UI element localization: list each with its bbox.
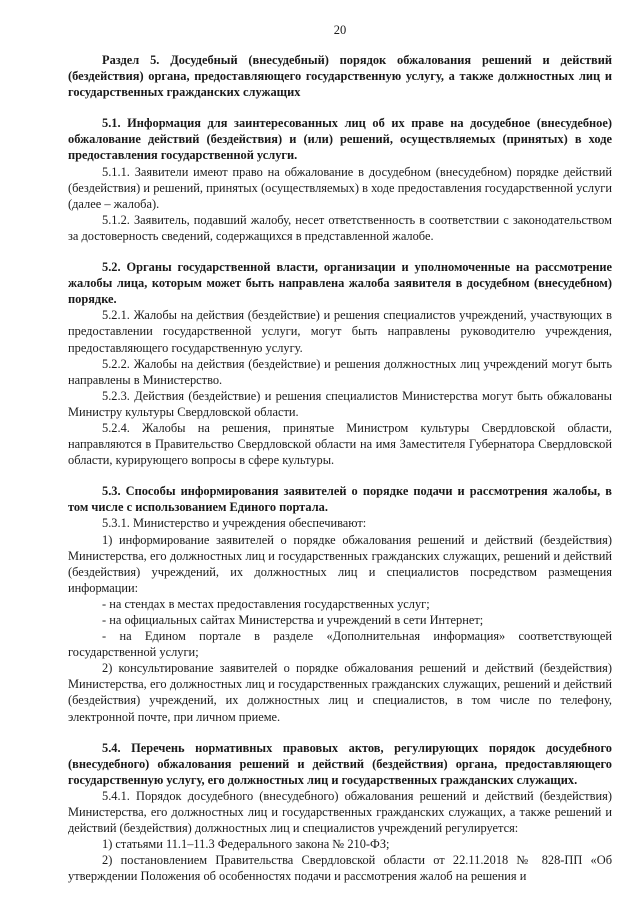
page-number: 20 bbox=[333, 23, 347, 37]
heading-5-4: 5.4. Перечень нормативных правовых актов, регулирующих порядок досудебного (внесудебного) обжалования решений и действий (бездействия) органа, предоставляющего государственную услугу, его должностных лиц и государственных гражданских служащих. bbox=[68, 740, 612, 787]
paragraph-5-3-1-item-2: 2) консультирование заявителей о порядке обжалования решений и действий (бездействия) Министерства, его должностных лиц и государственных гражданских служащих, решений и действий (бездействия) учреждений, их должностных лиц и специалистов, в том числе по телефону, электронной почте, при личном приеме. bbox=[68, 661, 612, 724]
paragraph-5-2-1: 5.2.1. Жалобы на действия (бездействие) и решения специалистов учреждений, участвующих в предоставлении государственной услуги, могут быть направлены руководителю учреждения, предоставляющего государственную услугу. bbox=[68, 308, 612, 355]
section-title: Раздел 5. Досудебный (внесудебный) порядок обжалования решений и действий (бездействия) органа, предоставляющего государственную услугу, а также должностных лиц и государственных гражданских служащих bbox=[68, 53, 612, 100]
paragraph-5-2-2: 5.2.2. Жалобы на действия (бездействие) и решения должностных лиц учреждений могут быть направлены в Министерство. bbox=[68, 356, 612, 387]
list-item-stands: - на стендах в местах предоставления государственных услуг; bbox=[102, 596, 430, 611]
paragraph-5-1-1: 5.1.1. Заявители имеют право на обжалование в досудебном (внесудебном) порядке действий (бездействия) и решений, принятых (осуществляемых) в ходе предоставления государственной услуги (далее – жалоба). bbox=[68, 164, 612, 211]
heading-5-1: 5.1. Информация для заинтересованных лиц об их праве на досудебное (внесудебное) обжалование действий (бездействия) и (или) решений, осуществляемых (принятых) в ходе предоставления государственной услуги. bbox=[68, 116, 612, 163]
document-page bbox=[68, 22, 612, 885]
paragraph-5-4-1: 5.4.1. Порядок досудебного (внесудебного) обжалования решений и действий (бездействия) Министерства, его должностных лиц и государственных гражданских служащих, а также решений и действий (бездействия) должностных лиц и специалистов учреждений регулируется: bbox=[68, 788, 612, 836]
paragraph-5-2-3: 5.2.3. Действия (бездействие) и решения специалистов Министерства могут быть обжалованы Министру культуры Свердловской области. bbox=[68, 388, 612, 419]
list-item-portal: - на Едином портале в разделе «Дополнительная информация» соответствующей государственной услуги; bbox=[68, 629, 612, 660]
list-item-websites: - на официальных сайтах Министерства и учреждений в сети Интернет; bbox=[102, 613, 484, 627]
paragraph-5-4-1-item-2: 2) постановлением Правительства Свердловской области от 22.11.2018 № 828-ПП «Об утверждении Положения об особенностях подачи и рассмотрения жалоб на решения и bbox=[68, 853, 612, 884]
paragraph-5-1-2: 5.1.2. Заявитель, подавший жалобу, несет ответственность в соответствии с законодательством за достоверность сведений, содержащихся в представленной жалобе. bbox=[68, 212, 612, 243]
paragraph-5-4-1-item-1: 1) статьями 11.1–11.3 Федерального закона № 210-ФЗ; bbox=[102, 837, 390, 852]
paragraph-5-3-1: 5.3.1. Министерство и учреждения обеспечивают: bbox=[102, 516, 367, 531]
paragraph-5-3-1-item-1: 1) информирование заявителей о порядке обжалования решений и действий (бездействия) Министерства, его должностных лиц и государственных гражданских служащих, решений и действий (бездействия) учреждений, их должностных лиц и специалистов посредством размещения информации: bbox=[68, 532, 612, 595]
paragraph-5-2-4: 5.2.4. Жалобы на решения, принятые Министром культуры Свердловской области, направляются в Правительство Свердловской области на имя Заместителя Губернатора Свердловской области, курирующего вопросы в сфере культуры. bbox=[68, 420, 612, 468]
heading-5-2: 5.2. Органы государственной власти, организации и уполномоченные на рассмотрение жалобы лица, которым может быть направлена жалоба заявителя в досудебном (внесудебном) порядке. bbox=[68, 260, 612, 307]
heading-5-3: 5.3. Способы информирования заявителей о порядке подачи и рассмотрения жалобы, в том числе с использованием Единого портала. bbox=[68, 484, 612, 515]
